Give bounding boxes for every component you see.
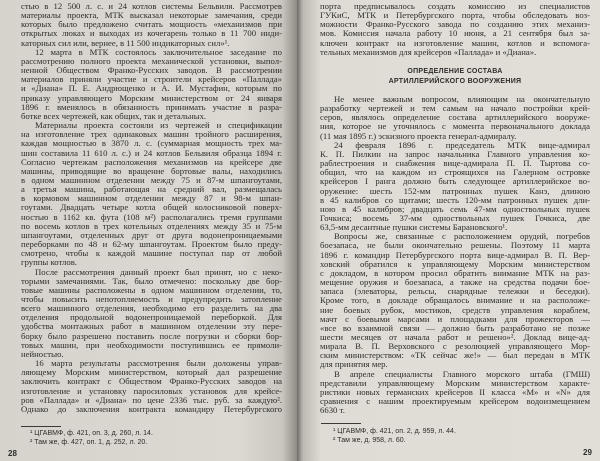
text-line: с докладом, в котором просил обратить внимание МТК на раз- <box>320 267 590 278</box>
text-line: борку было разрешено поставить после погрузки и сборки бор- <box>21 330 282 341</box>
text-line: Материалы проекта состояли из чертежей и спецификации <box>35 120 282 131</box>
text-line: которых было предложено считать мощность «механизмов при <box>21 19 282 30</box>
text-line: приказу управляющего Морским министерством от 24 января <box>21 92 282 103</box>
text-line: 16 марта результаты рассмотрения были доложены управ- <box>35 358 282 369</box>
text-line: 24 февраля 1896 г. председатель МТК вице-адмирал <box>334 139 590 150</box>
text-line: заключить контракт с Обществом Франко-Русских заводов на <box>21 376 282 387</box>
text-line: ским министерством: «ТК сейчас же!» — был передан в МТК <box>320 350 590 361</box>
text-line: ние боевых рубок, мостиков, средств управления кораблем, <box>320 304 590 315</box>
left-page <box>0 0 297 461</box>
text-line: разработку чертежей и тем самым на начало постройки крей- <box>320 103 590 114</box>
text-line: В апреле специалисты Главного морского штаба (ГМШ) <box>334 368 590 379</box>
text-line: Однако до заключения контракта командиру Петербургского <box>21 403 282 414</box>
text-line: торыми замечаниями. Так, было отмечено: поскольку две бор- <box>21 275 282 286</box>
text-line: порта предписывалось создать комиссию из специалистов <box>320 1 590 11</box>
footnote-rule <box>321 423 361 424</box>
text-line: в кормовом машинном отделении между 87 и 98-м шпан- <box>21 193 282 204</box>
text-line: изготовление и установку паросиловых установок для крейсе- <box>21 385 282 396</box>
text-line: Согласно чертежам расположения механизмов на крейсере две <box>21 156 282 167</box>
paragraph <box>320 2 590 57</box>
text-line: мов. Комиссия начала работу 10 июня, а 21 сентября был за- <box>320 28 590 39</box>
text-line: тельных механизмов для крейсеров «Паллада» и «Диана». <box>320 46 537 57</box>
text-line: а третья машина, работающая на средний вал, размещалась <box>21 184 282 195</box>
text-line: машины, приводящие во вращение бортовые валы, находились <box>21 165 282 176</box>
text-line: ненной Обществом Франко-Русских заводов. В рассмотрении <box>21 65 282 76</box>
text-line: раблестроения и снабжения вице-адмирала П. П. Тыртова со- <box>320 158 590 169</box>
paragraph <box>320 370 590 416</box>
paragraph <box>21 359 282 414</box>
text-line: товых машин, при необходимости поступившись ее прямоли- <box>21 339 282 350</box>
text-line: группы котлов. <box>21 257 77 268</box>
text-line: материалы проекта, МТК высказал некоторые замечания, среди <box>21 10 282 21</box>
text-line: Не менее важным вопросом, влияющим на окончательную <box>334 93 590 104</box>
text-line: на изготовление трех одинаковых машин тройного расширения, <box>21 129 282 140</box>
footnote-1: ¹ ЦГАВМФ, ф. 421, оп. 3, д. 260, л. 14. <box>30 430 153 437</box>
text-line: После рассмотрения данный проект был принят, но с неко- <box>35 266 282 277</box>
text-line: Гочкиса; восемь 37-мм одноствольных пушек Гочкиса, две <box>320 212 590 223</box>
page-number: 29 <box>583 448 592 457</box>
text-line: шпангоутами, отделенных друг от друга водонепроницаемыми <box>21 229 282 240</box>
section-heading-line: ОПРЕДЕЛЕНИЕ СОСТАВА <box>407 67 503 75</box>
text-line: 12 марта в МТК состоялось заключительное заседание по <box>35 46 282 57</box>
text-line: всего машинного отделения, необходимо его разделить на два <box>21 303 282 314</box>
text-line: гоутами. Двадцать четыре котла общей колосниковой поверх- <box>21 202 282 213</box>
text-line: ристики новых германских крейсеров II класса «М» и «N» для <box>320 386 590 397</box>
text-line: сравнения с нашим проектируемым крейсером водоизмещением <box>320 396 590 407</box>
text-line: каторных сил или, вернее, в 11 500 индикаторных сил»¹. <box>21 37 230 48</box>
paragraph <box>320 95 590 141</box>
text-line: открытых люках и выходах из кочегарень только в 11 700 инди- <box>21 28 282 39</box>
text-line: рассмотрению полного проекта механической установки, выпол- <box>21 55 282 66</box>
text-line: в 45 калибров со щитами; шесть 120-мм патронных пушек дли- <box>320 194 590 205</box>
text-line: чтобы повысить непотопляемость и предупредить затопление <box>21 294 282 304</box>
text-line: ховский обратился к управляющему Морским министерством <box>320 258 590 269</box>
page-number: 28 <box>8 449 17 458</box>
paragraph <box>21 48 282 121</box>
text-line: боезапаса, не были окончательно решены. Поэтому 11 марта <box>320 240 590 251</box>
section-heading <box>320 67 590 87</box>
paragraph <box>320 232 590 369</box>
text-line: переборками по 48 и 62-му шпангоутам. Проектом было преду- <box>21 239 282 250</box>
right-page <box>297 0 600 461</box>
text-line: и «Диана» П. Е. Андрющенко и А. И. Мустафин, которым по <box>21 83 282 94</box>
text-line: ботке всех чертежей, как общих, так и детальных. <box>21 110 207 121</box>
text-line: шин составила 11 610 л. с.) и 24 котлов Бельвиля образца 1894 г. <box>21 147 282 158</box>
text-line: крейсеров I ранга должно быть следующее артиллерийское во- <box>320 176 590 187</box>
text-line: Вопросы же, связанные с расположением орудий, погребов <box>334 231 590 242</box>
text-line: 6630 т. <box>320 405 345 416</box>
text-line: «все во взаимной связи — должно быть разработано не позже <box>320 322 590 333</box>
text-line: отделения продольной водонепроницаемой переборкой. Для <box>21 312 282 323</box>
text-line: можности Франко-Русского завода по созданию этих механиз- <box>320 19 590 30</box>
text-line: ния, которое не уточнялось с момента первоначального доклада <box>320 121 590 132</box>
text-line: мирала В. П. Верховского с резолюцией управляющего Мор- <box>320 341 590 352</box>
text-line: К. П. Пилкин на запрос начальника Главного управления ко- <box>320 148 590 159</box>
text-line: ров «Паллада» и «Диана» по цене 2336 тыс. руб. за каждую². <box>21 394 282 405</box>
text-line: общил, что на каждом из строящихся на Галерном островке <box>320 167 590 178</box>
paragraph <box>21 121 282 268</box>
text-line: мещение оружия и боезапаса, а также на средства подачи бое- <box>320 277 590 288</box>
text-line: ГУКиС, МТК и Петербургского порта, чтобы обследовать воз- <box>320 10 590 21</box>
text-line: ною в 45 калибров; двадцать семь 47-мм одноствольных пушек <box>320 203 590 214</box>
footnote-1: ¹ ЦГАВМФ, ф. 421, оп. 2, д. 959, л. 44. <box>333 428 456 435</box>
text-line: 63,5-мм десантные пушки системы Барановского¹. <box>320 222 508 233</box>
right-page-body-text <box>320 2 590 415</box>
footnote-2: ² Там же, д. 958, л. 60. <box>333 437 406 444</box>
text-line: шести месяцев от начала работ и решено»². Доклад вице-ад- <box>320 332 590 342</box>
text-line: по восемь котлов в трех котельных отделениях между 35 и 75-м <box>21 220 282 231</box>
paragraph <box>21 2 282 48</box>
text-line: для принятия мер. <box>320 359 388 370</box>
left-page-body-text <box>21 2 282 414</box>
footnote-2: ² Там же, ф. 427, оп. 1, д. 252, л. 20. <box>30 439 148 446</box>
text-line: 1896 г. вменялось в обязанность принимать участие в разра- <box>21 101 282 112</box>
text-line: в одном машинном отделении между 75 и 87-м шпангоутами, <box>21 174 282 185</box>
text-line: смотрено, чтобы к каждой машине поступал пар от любой <box>21 248 282 259</box>
text-line: серов, являлось определение состава артиллерийского вооруже- <box>320 112 590 123</box>
text-line: материалов приняли участие и строители крейсеров «Паллада» <box>21 74 282 85</box>
text-line: удобства монтажных работ в машинном отделении эту пере- <box>21 321 282 332</box>
text-line: запаса (элеваторы, рельсы, снарядные тележки и беседки). <box>320 286 590 297</box>
text-line: товые машины расположены в одном машинном отделении, то, <box>21 284 282 295</box>
paragraph <box>320 141 590 233</box>
section-paragraphs <box>320 95 590 415</box>
text-line: (11 мая 1895 г.) эскизного проекта генерал-адмиралу. <box>320 130 517 141</box>
text-line: нейностью. <box>21 348 64 359</box>
text-line: ностью в 1162 кв. фута (108 м²) располагались тремя группами <box>21 211 282 222</box>
text-line: 1896 г. командир Петербургского порта вице-адмирал В. П. Вер- <box>320 249 590 260</box>
text-line: представили управляющему Морским министерством характе- <box>320 377 590 388</box>
text-line: ляющему Морским министерством, который дал разрешение <box>21 367 282 378</box>
text-line: каждая мощностью в 3870 л. с. (суммарная мощность трех ма- <box>21 138 282 149</box>
text-line: ключен контракт на изготовление машин, котлов и вспомога- <box>320 37 590 48</box>
footnote-rule <box>21 426 61 427</box>
text-line: оружение: шесть 152-мм патронных пушек Канэ, длиною <box>320 185 590 196</box>
text-line: стью в 12 500 л. с. и 24 котлов системы Бельвиля. Рассмотрев <box>21 1 282 11</box>
text-line: Кроме того, в докладе обращалось внимание и на расположе- <box>320 295 590 306</box>
section-heading-line: АРТИЛЛЕРИЙСКОГО ВООРУЖЕНИЯ <box>388 77 522 85</box>
text-line: мачт с боевыми марсами и площадками для прожекторов — <box>320 313 590 324</box>
intro-paragraph <box>320 2 590 57</box>
paragraph <box>21 268 282 360</box>
